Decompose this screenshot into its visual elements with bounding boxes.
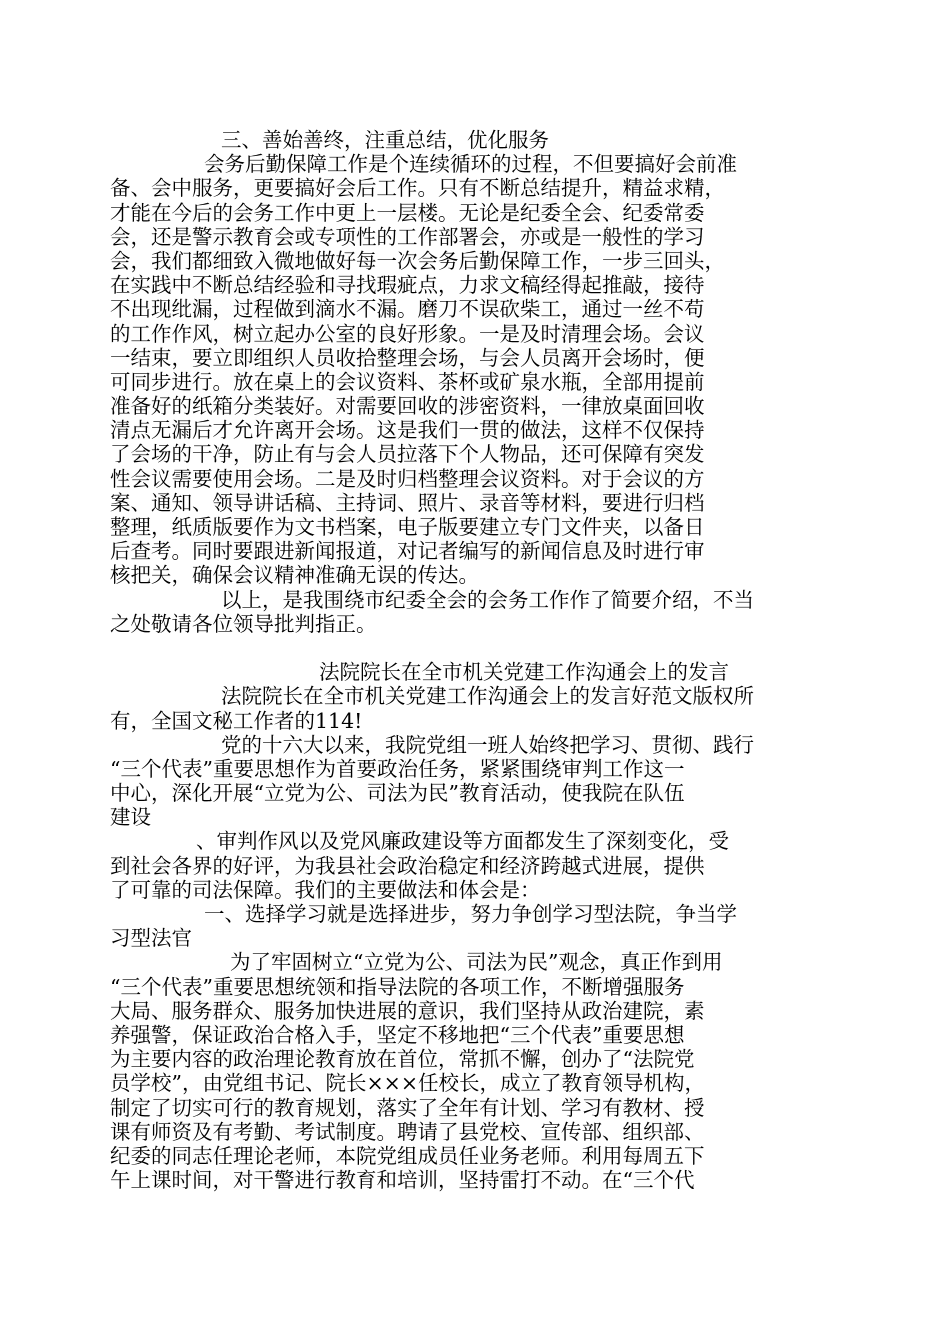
body-line: 了会场的干净，防止有与会人员拉落下个人物品，还可保障有突发 [110,442,705,467]
body-line: 会务后勤保障工作是个连续循环的过程，不但要搞好会前准 [204,152,737,177]
point-body-line: 员学校”，由党组书记、院长×××任校长，成立了教育领导机构， [110,1071,706,1096]
point-body-line: 为了牢固树立“立党为公、司法为民”观念，真正作到用 [230,950,723,975]
body-line: 才能在今后的会务工作中更上一层楼。无论是纪委全会、纪委常委 [110,200,705,225]
body-line: 准备好的纸箱分类装好。对需要回收的涉密资料，一律放桌面回收 [110,394,705,419]
body-line: 案、通知、领导讲话稿、主持词、照片、录音等材料，要进行归档 [110,490,705,515]
body-line: 会，还是警示教育会或专项性的工作部署会，亦或是一般性的学习 [110,224,705,249]
document-text [110,128,830,1192]
closing-line: 以上，是我围绕市纪委全会的会务工作作了简要介绍，不当 [221,587,754,612]
body-line: 整理，纸质版要作为文书档案，电子版要建立专门文件夹，以备日 [110,515,705,539]
intro-line: 中心，深化开展“立党为公、司法为民”教育活动，使我院在队伍 [110,781,685,806]
body-line: 核把关，确保会议精神准确无误的传达。 [110,563,479,588]
body-line: 清点无漏后才允许离开会场。这是我们一贯的做法，这样不仅保持 [110,418,705,443]
body-line: 可同步进行。放在桌上的会议资料、茶杯或矿泉水瓶，全部用提前 [110,369,705,394]
point-body-line: “三个代表”重要思想统领和指导法院的各项工作，不断增强服务 [110,974,685,999]
body-line: 备、会中服务，更要搞好会后工作。只有不断总结提升，精益求精， [110,176,725,201]
continuation-line: 、审判作风以及党风廉政建设等方面都发生了深刻变化，受 [196,829,729,854]
intro-line: 建设 [110,805,151,830]
body-line: 一结束，要立即组织人员收拾整理会场，与会人员离开会场时，便 [110,345,705,370]
copyright-line: 法院院长在全市机关党建工作沟通会上的发言好范文版权所 [221,684,754,709]
point-body-line: 午上课时间，对干警进行教育和培训，坚持雷打不动。在“三个代 [110,1168,695,1193]
intro-line: 党的十六大以来，我院党组一班人始终把学习、贯彻、践行 [221,732,754,757]
intro-line: “三个代表”重要思想作为首要政治任务，紧紧围绕审判工作这一 [110,756,685,781]
blank-line [110,636,830,660]
body-line: 不出现纰漏，过程做到滴水不漏。磨刀不误砍柴工，通过一丝不苟 [110,297,705,322]
point-heading-line: 习型法官 [110,926,192,951]
body-line: 的工作作风，树立起办公室的良好形象。一是及时清理会场。会议 [110,321,705,346]
point-body-line: 为主要内容的政治理论教育放在首位，常抓不懈，创办了“法院党 [110,1047,695,1072]
copyright-line: 有，全国文秘工作者的114! [110,708,363,733]
point-body-line: 制定了切实可行的教育规划，落实了全年有计划、学习有教材、授 [110,1095,705,1120]
point-body-line: 课有师资及有考勤、考试制度。聘请了县党校、宣传部、组织部、 [110,1119,705,1144]
body-line: 后查考。同时要跟进新闻报道，对记者编写的新闻信息及时进行审 [110,539,705,564]
point-body-line: 养强警，保证政治合格入手，坚定不移地把“三个代表”重要思想 [110,1022,685,1047]
body-line: 性会议需要使用会场。二是及时归档整理会议资料。对于会议的方 [110,466,705,491]
body-line: 会，我们都细致入微地做好每一次会务后勤保障工作，一步三回头， [110,248,725,273]
continuation-line: 了可靠的司法保障。我们的主要做法和体会是： [110,877,541,902]
closing-line: 之处敬请各位领导批判指正。 [110,611,377,636]
section-heading: 三、善始善终，注重总结，优化服务 [221,128,549,152]
article-title: 法院院长在全市机关党建工作沟通会上的发言 [319,660,729,685]
continuation-line: 到社会各界的好评，为我县社会政治稳定和经济跨越式进展，提供 [110,853,705,878]
point-heading-line: 一、选择学习就是选择进步，努力争创学习型法院，争当学 [204,902,737,926]
point-body-line: 纪委的同志任理论老师，本院党组成员任业务老师。利用每周五下 [110,1143,705,1168]
point-body-line: 大局、服务群众、服务加快进展的意识，我们坚持从政治建院，素 [110,998,705,1023]
body-line: 在实践中不断总结经验和寻找瑕疵点，力求文稿经得起推敲，接待 [110,273,705,298]
